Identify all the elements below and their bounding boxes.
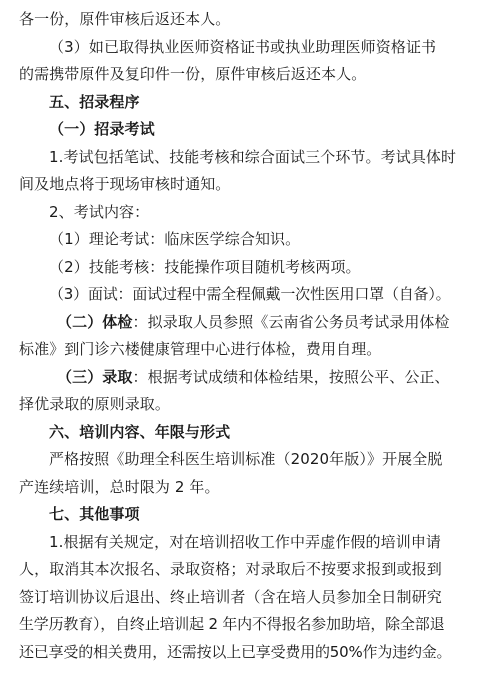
text-line-22: 签订培训协议后退出、终止培训者（含在培人员参加全日制研究 [19, 587, 442, 606]
text-line-17: 严格按照《助理全科医生培训标准（2020年版）》开展全脱 [49, 450, 443, 468]
text-line-10: （2）技能考核：技能操作项目随机考核两项。 [49, 257, 361, 276]
text-line-8: 2、考试内容： [49, 202, 150, 221]
text-line-14 [19, 364, 491, 392]
text-line-18: 产连续培训，总时限为 2 年。 [19, 477, 220, 496]
text-line-1: 各一份，原件审核后返还本人。 [19, 10, 231, 28]
text-line-13: 标准》到门诊六楼健康管理中心进行体检，费用自理。 [19, 340, 382, 358]
text-line-2: （3）如已取得执业医师资格证书或执业助理医师资格证书 [49, 37, 437, 56]
text-line-6: 1.考试包括笔试、技能考核和综合面试三个环节。考试具体时 [49, 147, 457, 166]
text-line-24: 还已享受的相关费用，还需按以上已享受费用的50%作为违约金。 [19, 642, 452, 661]
text-line-9: （1）理论考试：临床医学综合知识。 [49, 230, 301, 248]
subsection-heading-physical: （二）体检 [57, 312, 133, 331]
text-line-12 [19, 309, 491, 337]
text-line-20: 1.根据有关规定，对在培训招收工作中弄虚作假的培训申请 [49, 532, 442, 551]
text-line-3: 的需携带原件及复印件一份，原件审核后返还本人。 [19, 65, 367, 83]
text-line-23: 生学历教育），自终止培训起 2 年内不得报名参加助培，除全部退 [19, 615, 445, 633]
subsection-heading-exam: （一）招录考试 [49, 120, 155, 138]
physical-exam-text: ：拟录取人员参照《云南省公务员考试录用体检 [132, 312, 450, 331]
subsection-heading-admission: （三）录取 [57, 367, 133, 386]
section-heading-7: 七、其他事项 [49, 505, 140, 523]
text-line-21: 人，取消其本次报名、录取资格；对录取后不按要求报到或报到 [19, 560, 442, 578]
text-line-11: （3）面试：面试过程中需全程佩戴一次性医用口罩（自备）。 [49, 285, 451, 303]
section-heading-6: 六、培训内容、年限与形式 [49, 422, 231, 441]
section-heading-5: 五、招录程序 [49, 92, 140, 111]
admission-text: ：根据考试成绩和体检结果，按照公平、公正、 [132, 367, 450, 386]
text-line-7: 间及地点将于现场审核时通知。 [19, 175, 231, 193]
text-line-15: 择优录取的原则录取。 [19, 395, 171, 413]
